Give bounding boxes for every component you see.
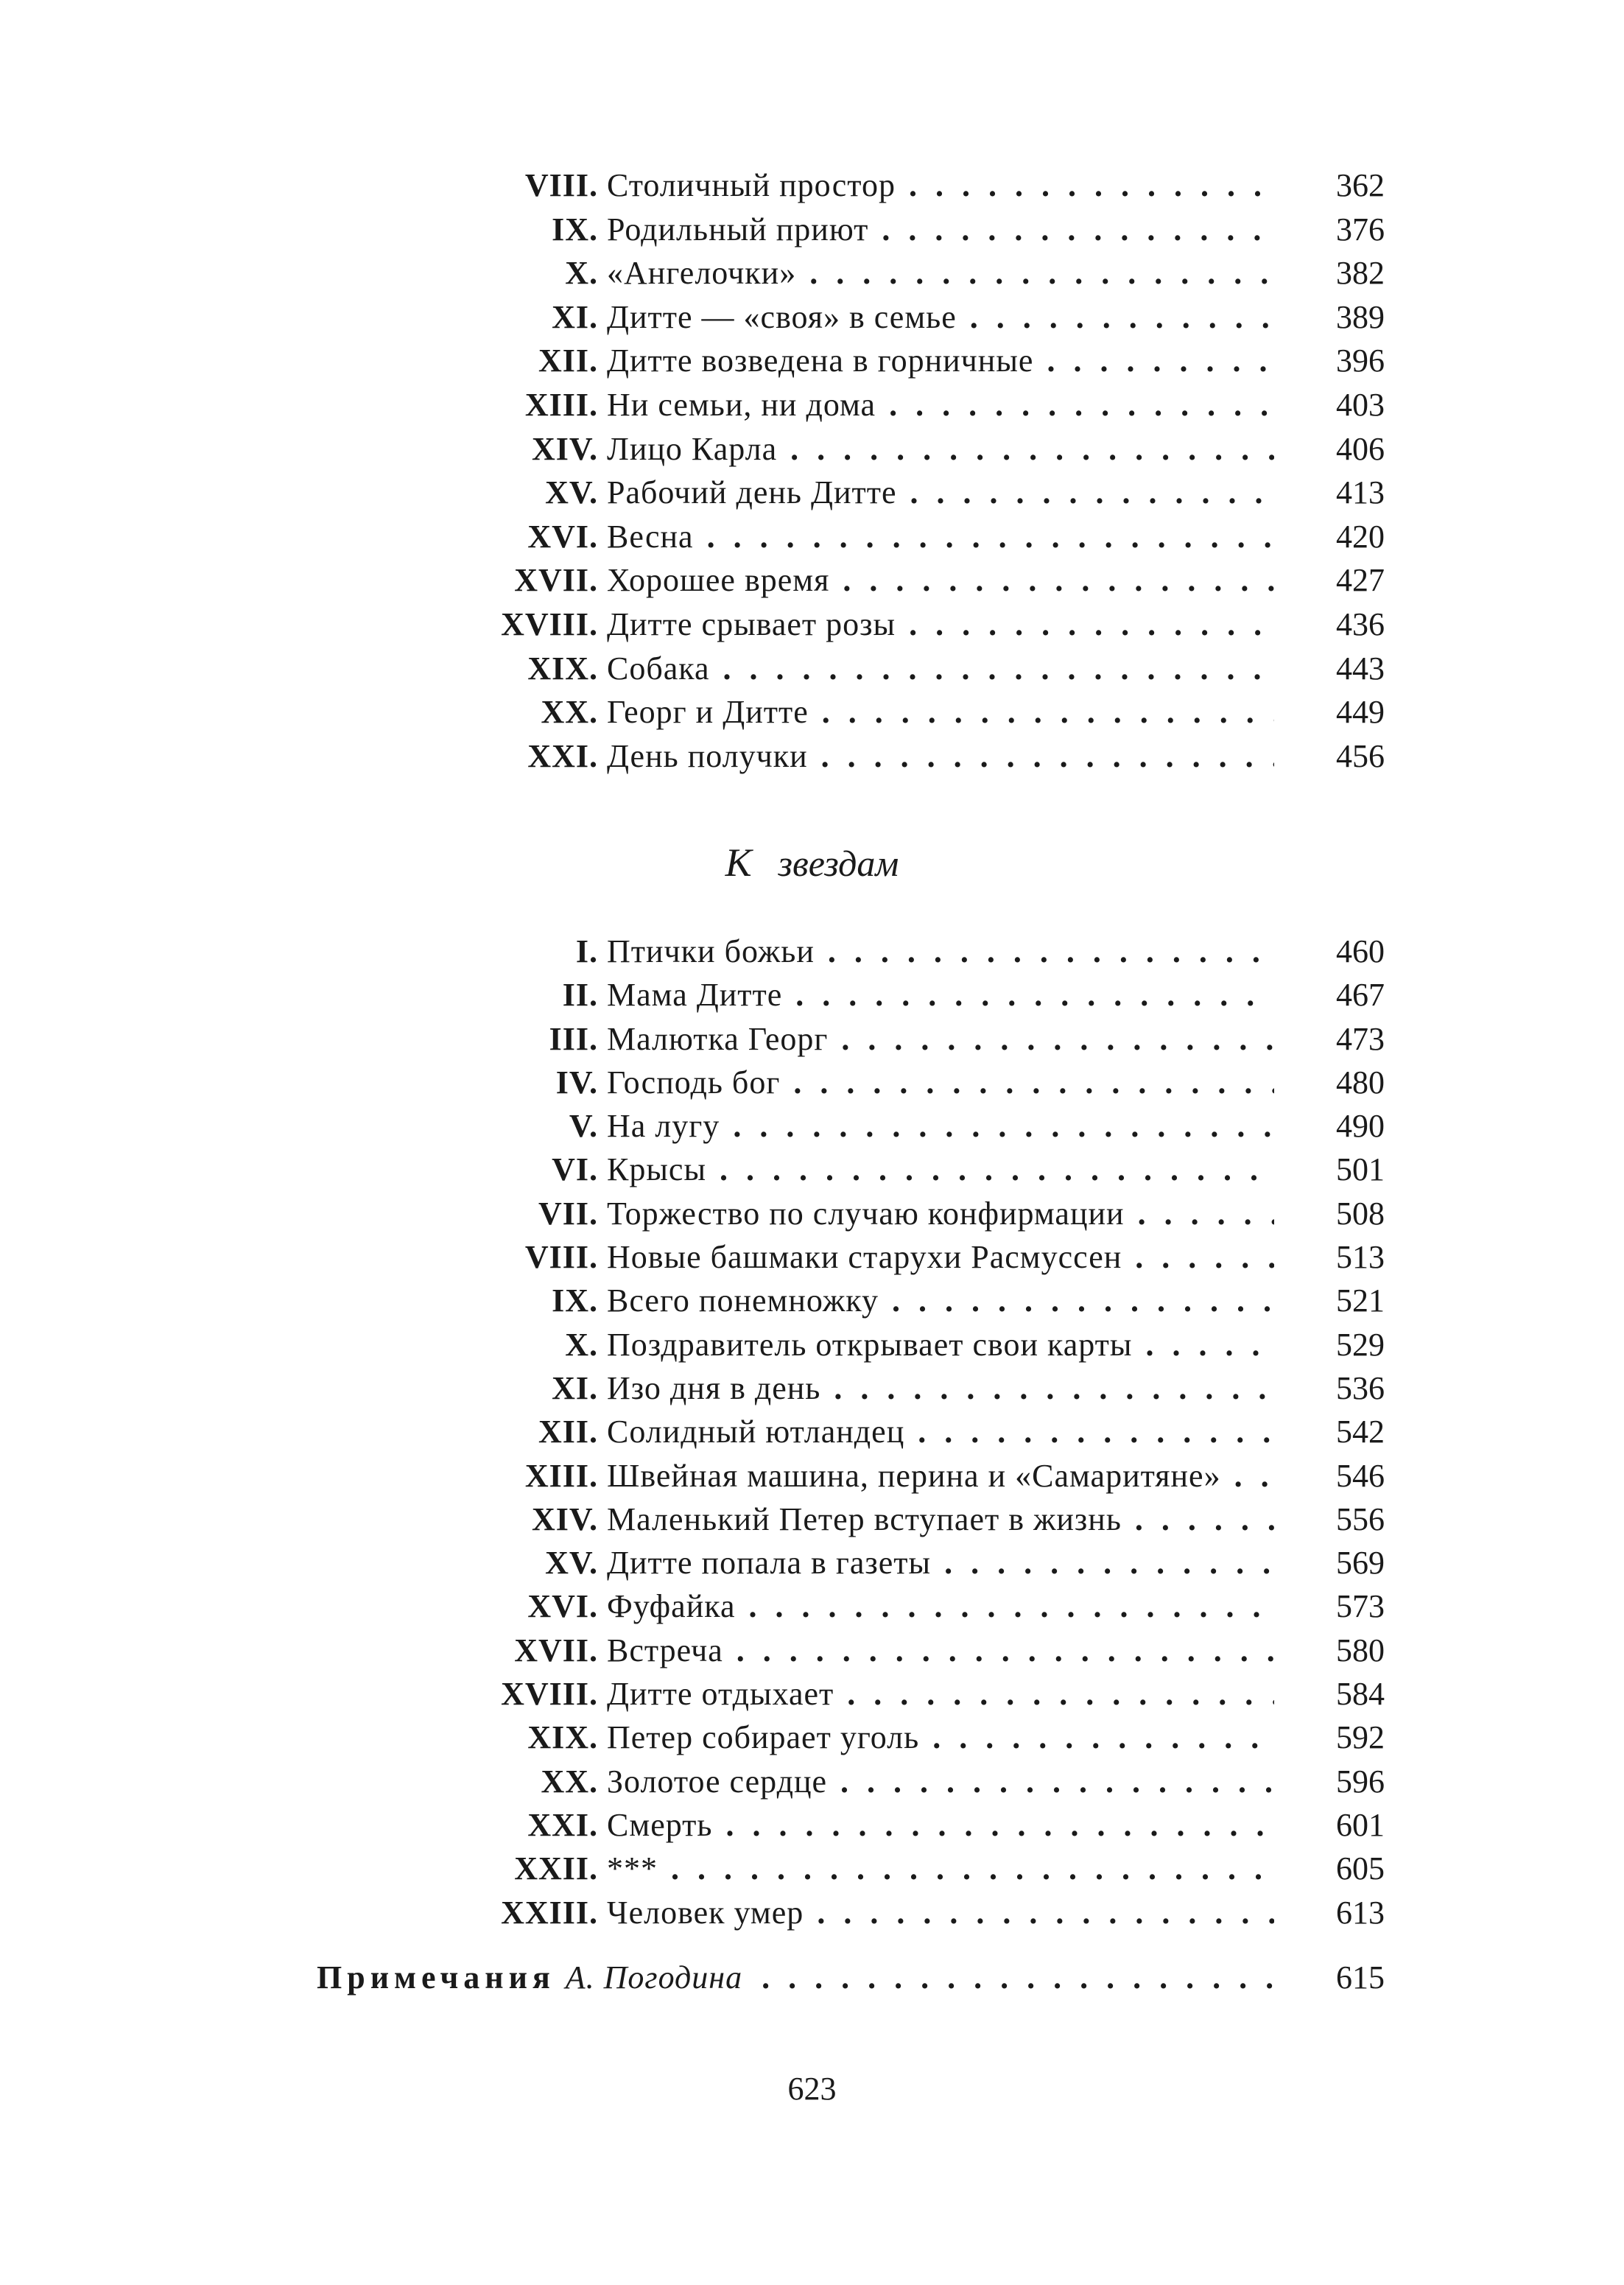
toc-entry <box>309 208 1385 252</box>
chapter-title-line <box>607 1148 1385 1191</box>
toc-entry <box>309 1061 1385 1104</box>
chapter-number: XVII. <box>514 562 598 599</box>
dot-leader <box>944 1541 1274 1584</box>
chapter-title-line <box>607 734 1385 779</box>
chapter-title: Родильный приют <box>607 211 869 248</box>
chapter-number: XIV. <box>531 430 598 467</box>
chapter-title: Встреча <box>607 1632 723 1668</box>
dot-leader <box>834 1366 1274 1410</box>
chapter-title-line <box>607 1803 1385 1847</box>
page-number: 427 <box>1336 562 1385 599</box>
chapter-number: XVIII. <box>501 606 598 642</box>
page-number: 403 <box>1336 386 1385 423</box>
chapter-number: XX. <box>541 1763 598 1800</box>
chapter-title: Золотое сердце <box>607 1763 828 1800</box>
chapter-number: XVI. <box>527 1588 598 1625</box>
toc-entry <box>309 339 1385 383</box>
toc-entry <box>309 603 1385 647</box>
toc-entry <box>309 471 1385 515</box>
toc-entry <box>309 1672 1385 1716</box>
chapter-number: XIX. <box>527 1719 598 1756</box>
dot-leader <box>1135 1498 1274 1541</box>
toc-part-one <box>309 164 1385 778</box>
chapter-title-line <box>607 690 1385 734</box>
page-number: 396 <box>1336 343 1385 379</box>
chapter-title: «Ангелочки» <box>607 255 797 292</box>
chapter-title: Дитте — «своя» в семье <box>607 298 957 335</box>
page-number: 460 <box>1336 933 1385 969</box>
dot-leader <box>725 1803 1274 1847</box>
toc-entry <box>309 164 1385 208</box>
chapter-title: Петер собирает уголь <box>607 1719 920 1756</box>
toc-entry <box>309 1584 1385 1628</box>
toc-entry <box>309 1891 1385 1934</box>
toc-entry <box>309 1716 1385 1759</box>
toc-entry <box>309 1235 1385 1279</box>
toc-entry <box>309 1760 1385 1803</box>
page-folio: 623 <box>787 2071 837 2107</box>
chapter-number: XVII. <box>514 1632 598 1668</box>
dot-leader <box>723 647 1274 691</box>
chapter-number: XVIII. <box>501 1676 598 1713</box>
dot-leader <box>817 1891 1274 1934</box>
page-number: 480 <box>1336 1064 1385 1101</box>
page-number: 536 <box>1336 1369 1385 1406</box>
dot-leader <box>1135 1235 1274 1279</box>
page-number: 456 <box>1336 737 1385 774</box>
chapter-title: Крысы <box>607 1151 707 1188</box>
toc-entry <box>309 295 1385 340</box>
chapter-title: Ни семьи, ни дома <box>607 386 876 423</box>
chapter-title-line <box>607 973 1385 1017</box>
chapter-title: Дитте отдыхает <box>607 1676 834 1713</box>
toc-entry <box>309 558 1385 603</box>
dot-leader <box>793 1061 1274 1104</box>
dot-leader <box>892 1279 1274 1322</box>
chapter-title-line <box>607 1104 1385 1148</box>
chapter-number: X. <box>565 255 598 292</box>
page-number: 513 <box>1336 1239 1385 1276</box>
toc-entry <box>309 647 1385 691</box>
dot-leader <box>1138 1192 1274 1235</box>
chapter-number: XXI. <box>527 737 598 774</box>
dot-leader <box>1234 1454 1274 1498</box>
chapter-title-line <box>607 295 1385 340</box>
chapter-title-line <box>607 471 1385 515</box>
toc-entry <box>309 251 1385 295</box>
toc-entry <box>309 383 1385 427</box>
chapter-number: III. <box>549 1020 598 1057</box>
page-number: 449 <box>1336 694 1385 731</box>
chapter-title-line <box>607 1847 1385 1890</box>
chapter-title: Рабочий день Дитте <box>607 474 897 511</box>
dot-leader <box>841 1017 1274 1061</box>
chapter-title: День получки <box>607 737 808 774</box>
chapter-number: XII. <box>538 1414 598 1450</box>
toc-entry <box>309 690 1385 734</box>
chapter-number: VIII. <box>524 1239 598 1276</box>
chapter-title: Дитте попала в газеты <box>607 1545 932 1582</box>
page-number: 382 <box>1336 255 1385 292</box>
chapter-title-line <box>607 1498 1385 1541</box>
page-number: 362 <box>1336 167 1385 203</box>
dot-leader <box>970 295 1274 340</box>
chapter-title: На лугу <box>607 1108 720 1145</box>
toc-entry <box>309 1148 1385 1191</box>
chapter-title-line <box>607 208 1385 252</box>
chapter-number: XIV. <box>531 1500 598 1537</box>
chapter-title-line <box>607 647 1385 691</box>
toc-entry <box>309 930 1385 973</box>
chapter-number: XXIII. <box>501 1894 598 1931</box>
chapter-title: Новые башмаки старухи Расмуссен <box>607 1239 1122 1276</box>
page-number: 556 <box>1336 1500 1385 1537</box>
chapter-title-line <box>607 1323 1385 1366</box>
chapter-number: XX. <box>541 694 598 731</box>
dot-leader <box>795 973 1274 1017</box>
chapter-title: Птички божьи <box>607 933 815 969</box>
section-heading-rest: звездам <box>778 843 899 884</box>
chapter-title: Дитте срывает розы <box>607 606 896 642</box>
dot-leader <box>822 690 1274 734</box>
toc-entry <box>309 1498 1385 1541</box>
chapter-title-line <box>607 1017 1385 1061</box>
chapter-title: Весна <box>607 518 694 555</box>
chapter-title: Швейная машина, перина и «Самаритяне» <box>607 1457 1221 1494</box>
chapter-title: Мама Дитте <box>607 977 783 1014</box>
toc-entry <box>309 515 1385 559</box>
chapter-title: Изо дня в день <box>607 1369 821 1406</box>
chapter-title-line <box>607 1716 1385 1759</box>
chapter-number: XIX. <box>527 650 598 687</box>
chapter-number: XIII. <box>524 1457 598 1494</box>
toc-entry <box>309 1366 1385 1410</box>
chapter-title-line <box>607 558 1385 603</box>
chapter-number: II. <box>562 977 598 1014</box>
chapter-title: Торжество по случаю конфирмации <box>607 1195 1125 1232</box>
dot-leader <box>840 1760 1274 1803</box>
chapter-title-line <box>607 930 1385 973</box>
dot-leader <box>932 1716 1274 1759</box>
dot-leader <box>918 1410 1274 1453</box>
chapter-title-line <box>607 1279 1385 1322</box>
page-number: 569 <box>1336 1545 1385 1582</box>
chapter-title: Собака <box>607 650 710 687</box>
toc-part-two <box>309 930 1385 1934</box>
chapter-title-line <box>607 1061 1385 1104</box>
chapter-number: XVI. <box>527 518 598 555</box>
chapter-title-line <box>607 427 1385 471</box>
chapter-title-line <box>607 1891 1385 1934</box>
toc-entry <box>309 1629 1385 1672</box>
chapter-number: V. <box>569 1108 598 1145</box>
chapter-title-line <box>607 1541 1385 1584</box>
page-number: 420 <box>1336 518 1385 555</box>
toc-entry <box>309 1803 1385 1847</box>
toc-entry <box>309 1104 1385 1148</box>
chapter-title-line <box>607 1192 1385 1235</box>
chapter-title-line <box>607 1672 1385 1716</box>
dot-leader <box>847 1672 1274 1716</box>
dot-leader <box>909 164 1274 208</box>
chapter-number: XII. <box>538 343 598 379</box>
dot-leader <box>882 208 1274 252</box>
page-number: 546 <box>1336 1457 1385 1494</box>
chapter-title-line <box>607 1760 1385 1803</box>
page-number: 376 <box>1336 211 1385 248</box>
toc-entry <box>309 1541 1385 1584</box>
page-number: 406 <box>1336 430 1385 467</box>
chapter-title: Лицо Карла <box>607 430 778 467</box>
page-number: 596 <box>1336 1763 1385 1800</box>
toc-entry <box>309 1454 1385 1498</box>
chapter-title-line <box>607 339 1385 383</box>
chapter-number: XI. <box>552 1369 598 1406</box>
page-number: 529 <box>1336 1326 1385 1363</box>
chapter-number: IV. <box>555 1064 598 1101</box>
chapter-number: I. <box>575 933 598 969</box>
page-number: 473 <box>1336 1020 1385 1057</box>
notes-author: А. Погодина <box>565 1959 743 1996</box>
chapter-number: XV. <box>545 1545 598 1582</box>
chapter-number: X. <box>565 1326 598 1363</box>
dot-leader <box>821 734 1274 779</box>
page-number: 521 <box>1336 1282 1385 1319</box>
page-number: 605 <box>1336 1850 1385 1887</box>
chapter-number: XXI. <box>527 1806 598 1843</box>
page-number: 542 <box>1336 1414 1385 1450</box>
page-number: 467 <box>1336 977 1385 1014</box>
chapter-title: Маленький Петер вступает в жизнь <box>607 1500 1122 1537</box>
chapter-number: XIII. <box>524 386 598 423</box>
notes-label: Примечания <box>317 1959 555 1996</box>
chapter-title-line <box>607 1584 1385 1628</box>
chapter-title: Всего понемножку <box>607 1282 879 1319</box>
chapter-number: VII. <box>538 1195 598 1232</box>
dot-leader <box>889 383 1274 427</box>
chapter-title-line <box>607 603 1385 647</box>
chapter-title-line <box>607 164 1385 208</box>
page-number: 389 <box>1336 298 1385 335</box>
toc-entry <box>309 427 1385 471</box>
page-number: 413 <box>1336 474 1385 511</box>
dot-leader <box>910 471 1274 515</box>
chapter-title-line <box>607 1629 1385 1672</box>
chapter-title: *** <box>607 1850 658 1887</box>
dot-leader <box>737 1629 1274 1672</box>
page-number: 580 <box>1336 1632 1385 1668</box>
chapter-number: VIII. <box>524 167 598 203</box>
page-number: 443 <box>1336 650 1385 687</box>
toc-entry <box>309 1410 1385 1453</box>
toc-entry <box>309 973 1385 1017</box>
page-number: 601 <box>1336 1806 1385 1843</box>
chapter-title: Столичный простор <box>607 167 896 203</box>
dot-leader <box>1047 339 1274 383</box>
chapter-title-line <box>607 1235 1385 1279</box>
chapter-title: Георг и Дитте <box>607 694 809 731</box>
chapter-title: Человек умер <box>607 1894 804 1931</box>
dot-leader <box>749 1584 1275 1628</box>
dot-leader <box>720 1148 1274 1191</box>
chapter-title: Смерть <box>607 1806 713 1843</box>
dot-leader <box>671 1847 1274 1890</box>
dot-leader <box>843 558 1274 603</box>
toc-entry <box>309 1192 1385 1235</box>
dot-leader <box>733 1104 1274 1148</box>
dot-leader <box>1145 1323 1274 1366</box>
chapter-title: Хорошее время <box>607 562 830 599</box>
chapter-number: XXII. <box>514 1850 598 1887</box>
dot-leader <box>707 515 1274 559</box>
dot-leader <box>809 251 1274 295</box>
page-number: 573 <box>1336 1588 1385 1625</box>
chapter-title: Солидный ютландец <box>607 1414 905 1450</box>
chapter-title: Поздравитель открывает свои карты <box>607 1326 1133 1363</box>
page-number: 436 <box>1336 606 1385 642</box>
chapter-title: Малютка Георг <box>607 1020 829 1057</box>
dot-leader <box>828 930 1274 973</box>
dot-leader <box>790 427 1274 471</box>
chapter-number: IX. <box>552 1282 598 1319</box>
toc-entry <box>309 1017 1385 1061</box>
chapter-title: Господь бог <box>607 1064 781 1101</box>
toc-entry <box>309 734 1385 779</box>
page-number: 592 <box>1336 1719 1385 1756</box>
chapter-number: XV. <box>545 474 598 511</box>
toc-notes-entry <box>317 1956 1385 2000</box>
chapter-title: Дитте возведена в горничные <box>607 343 1034 379</box>
chapter-number: XI. <box>552 298 598 335</box>
page-number: 508 <box>1336 1195 1385 1232</box>
chapter-title-line <box>607 1410 1385 1453</box>
chapter-title-line <box>607 383 1385 427</box>
chapter-number: IX. <box>552 211 598 248</box>
page-number: 613 <box>1336 1894 1385 1931</box>
section-heading-initial: К <box>725 840 752 885</box>
toc-entry <box>309 1847 1385 1890</box>
chapter-title-line <box>607 515 1385 559</box>
toc-entry <box>309 1279 1385 1322</box>
page-number: 584 <box>1336 1676 1385 1713</box>
chapter-title-line <box>607 251 1385 295</box>
notes-page-number: 615 <box>1336 1959 1385 1996</box>
section-heading <box>0 840 1624 885</box>
dot-leader <box>909 603 1274 647</box>
chapter-number: VI. <box>552 1151 598 1188</box>
page-number: 490 <box>1336 1108 1385 1145</box>
chapter-title-line <box>607 1454 1385 1498</box>
dot-leader <box>762 1956 1274 2000</box>
chapter-title: Фуфайка <box>607 1588 736 1625</box>
page-number: 501 <box>1336 1151 1385 1188</box>
toc-entry <box>309 1323 1385 1366</box>
chapter-title-line <box>607 1366 1385 1410</box>
